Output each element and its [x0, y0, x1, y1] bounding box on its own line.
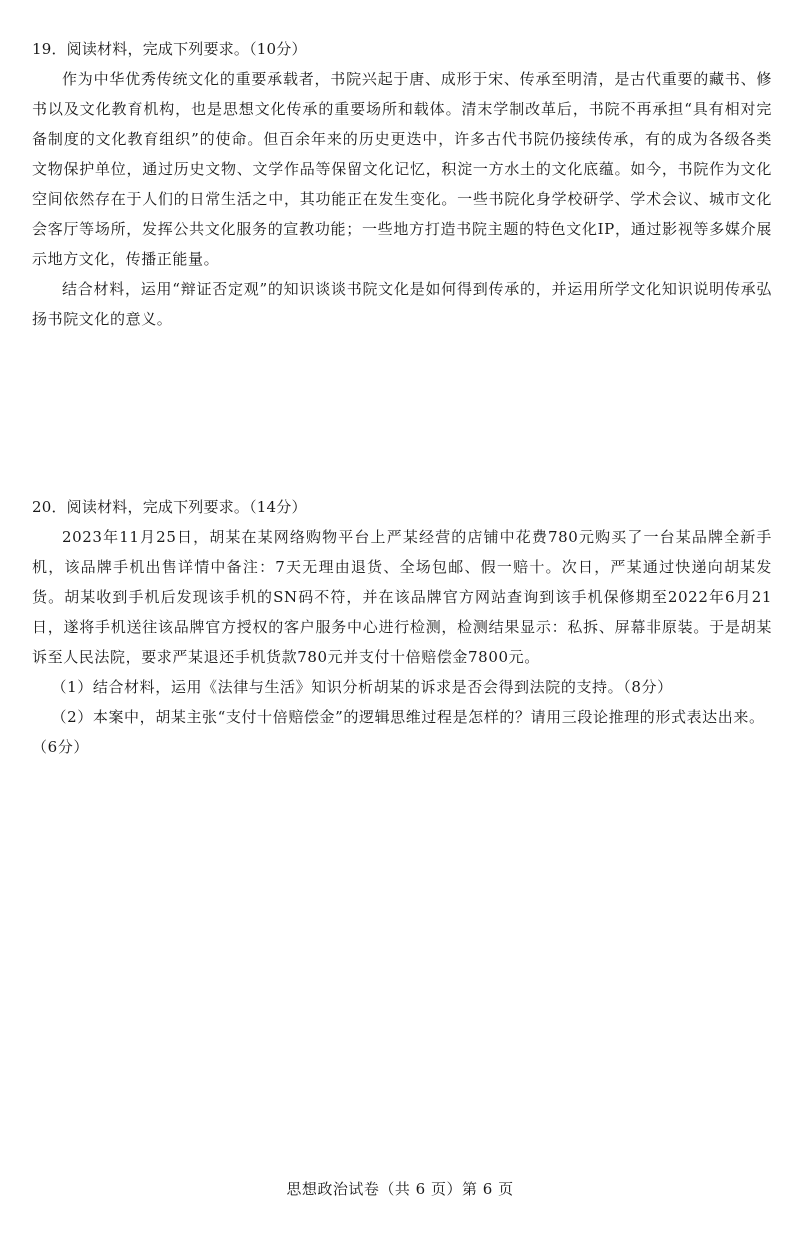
question-19-material: 作为中华优秀传统文化的重要承载者，书院兴起于唐、成形于宋、传承至明清，是古代重要的藏书、修书以及文化教育机构，也是思想文化传承的重要场所和载体。清末学制改革后，书院不再承担“具有相对完备制度的文化教育组织”的使命。但百余年来的历史更迭中，许多古代书院仍接续传承，有的成为各级各类文物保护单位，通过历史文物、文学作品等保留文化记忆，积淀一方水土的文化底蕴。如今，书院作为文化空间依然存在于人们的日常生活之中，其功能正在发生变化。一些书院化身学校研学、学术会议、城市文化会客厅等场所，发挥公共文化服务的宣教功能；一些地方打造书院主题的特色文化IP，通过影视等多媒介展示地方文化，传播正能量。	[32, 70, 772, 268]
question-19-header: 19．阅读材料，完成下列要求。（10分）	[32, 40, 307, 58]
question-19-task: 结合材料，运用“辩证否定观”的知识谈谈书院文化是如何得到传承的，并运用所学文化知识说明传承弘扬书院文化的意义。	[32, 280, 772, 328]
question-20-subquestion-1: （1）结合材料，运用《法律与生活》知识分析胡某的诉求是否会得到法院的支持。（8分）	[51, 678, 673, 696]
page-footer: 思想政治试卷（共 6 页）第 6 页	[286, 1180, 514, 1198]
question-20-subquestion-2: （2）本案中，胡某主张“支付十倍赔偿金”的逻辑思维过程是怎样的？请用三段论推理的形式表达出来。（6分）	[32, 708, 765, 756]
question-19	[32, 34, 772, 334]
question-20-material: 2023年11月25日，胡某在某网络购物平台上严某经营的店铺中花费780元购买了一台某品牌全新手机，该品牌手机出售详情中备注：7天无理由退货、全场包邮、假一赔十。次日，严某通过快递向胡某发货。胡某收到手机后发现该手机的SN码不符，并在该品牌官方网站查询到该手机保修期至2022年6月21日，遂将手机送往该品牌官方授权的客户服务中心进行检测，检测结果显示：私拆、屏幕非原装。于是胡某诉至人民法院，要求严某退还手机货款780元并支付十倍赔偿金7800元。	[32, 528, 772, 666]
question-20-header: 20．阅读材料，完成下列要求。（14分）	[32, 498, 307, 516]
question-20	[32, 492, 772, 762]
